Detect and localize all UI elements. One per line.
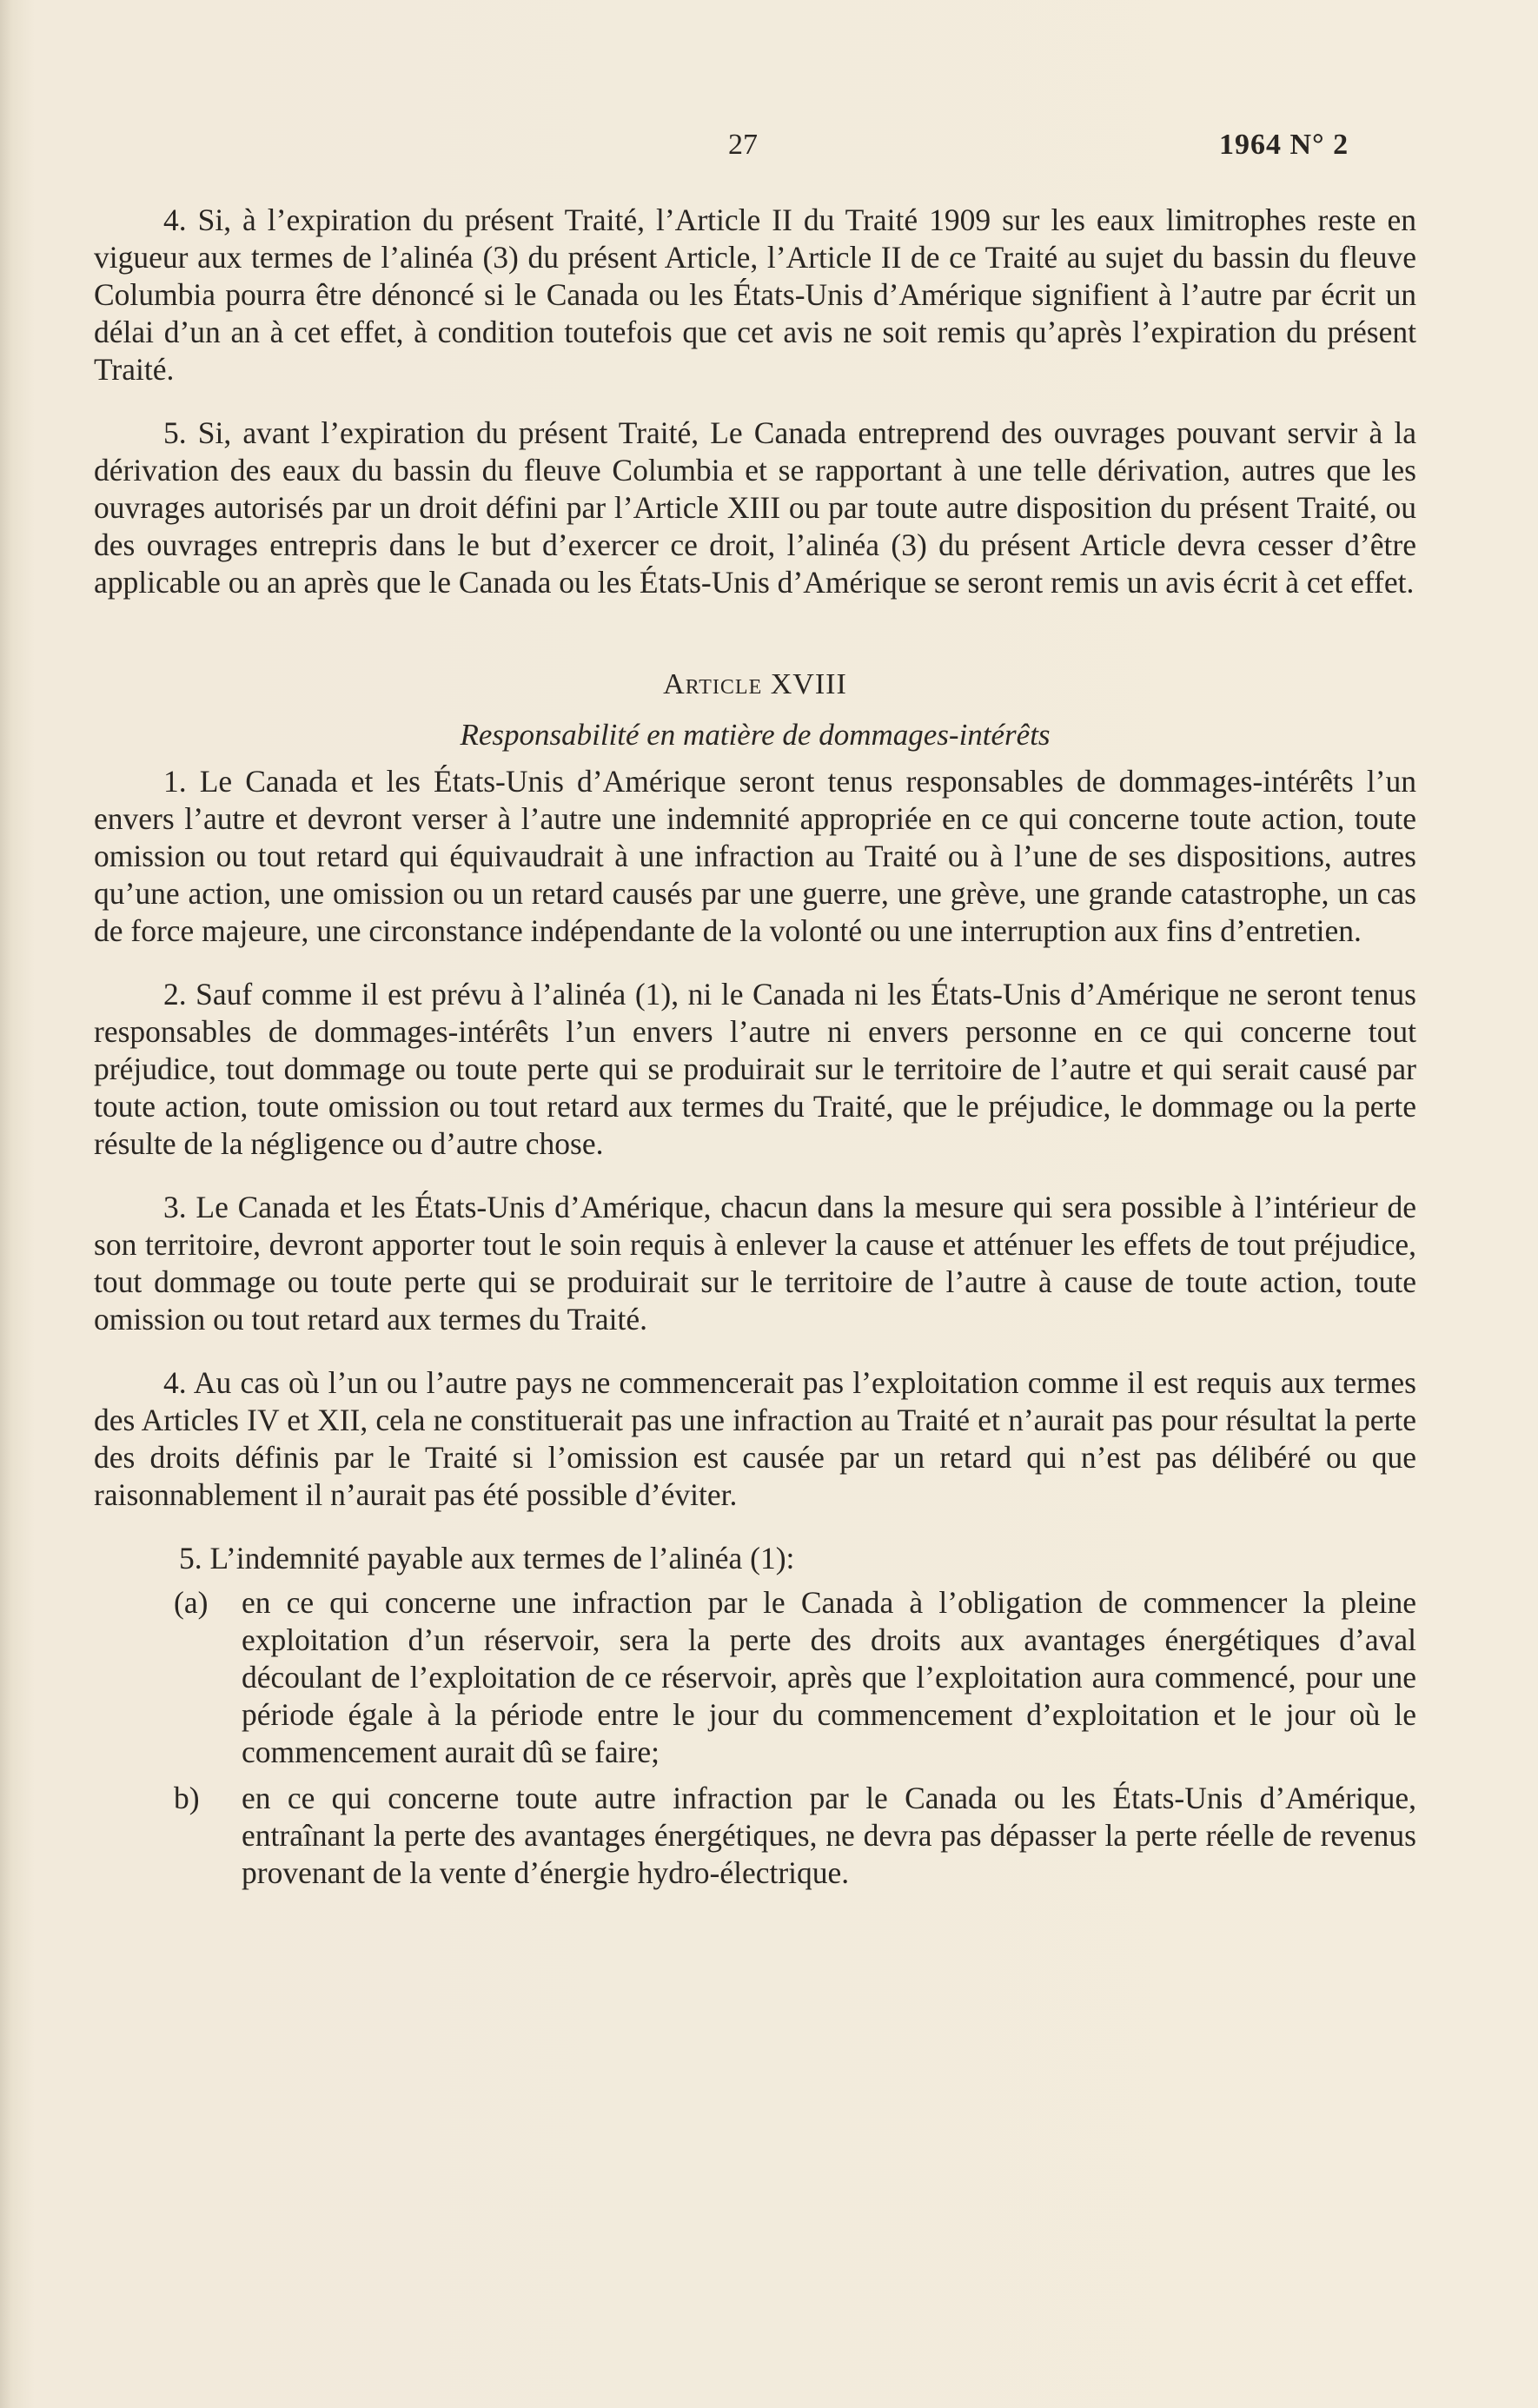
sub-item-b-mark: b)	[174, 1781, 200, 1815]
page-number: 27	[728, 129, 758, 161]
article-paragraph-4: 4. Au cas où l’un ou l’autre pays ne commencerait pas l’exploitation comme il est requis aux termes des Articles IV et XII, cela ne constituerait pas une infraction au Traité et n’aurait pas pour résultat la perte des droits définis par le Traité si l’omission est causée par un retard qui n’est pas délibéré ou que raisonnablement il n’aurait pas été possible d’éviter.	[94, 1365, 1416, 1512]
sub-item-a	[172, 1584, 1416, 1771]
sub-item-b-text: en ce qui concerne toute autre infraction par le Canada ou les États-Unis d’Amérique, entraînant la perte des avantages énergétiques, ne devra pas dépasser la perte réelle de revenus provenant de la vente d’énergie hydro-électrique.	[242, 1781, 1416, 1890]
article-heading-text: Article XVIII	[663, 668, 847, 700]
sub-item-a-mark: (a)	[174, 1585, 209, 1620]
article-title: Responsabilité en matière de dommages-intérêts	[460, 718, 1051, 752]
article-paragraph-3: 3. Le Canada et les États-Unis d’Amérique, chacun dans la mesure qui sera possible à l’intérieur de son territoire, devront apporter tout le soin requis à enlever la cause et atténuer les effets de tout préjudice, tout dommage ou toute perte qui se produirait sur le territoire de l’autre à cause de toute action, toute omission ou tout retard aux termes du Traité.	[94, 1190, 1416, 1337]
paragraph-5: 5. Si, avant l’expiration du présent Traité, Le Canada entreprend des ouvrages pouvant servir à la dérivation des eaux du bassin du fleuve Columbia et se rapportant à une telle dérivation, autres que les ouvrages autorisés par un droit défini par l’Article XIII ou par toute autre disposition du présent Traité, ou des ouvrages entrepris dans le but d’exercer ce droit, l’alinéa (3) du présent Article devra cesser d’être applicable ou an après que le Canada ou les États-Unis d’Amérique se seront remis un avis écrit à cet effet.	[94, 415, 1416, 600]
page-header	[0, 129, 1538, 172]
sub-item-a-text: en ce qui concerne une infraction par le Canada à l’obligation de commencer la pleine exploitation d’un réservoir, sera la perte des droits aux avantages énergétiques d’aval découlant de l’exploitation de ce réservoir, après que l’exploitation aura commencé, pour une période égale à la période entre le jour du commencement d’exploitation et le jour où le commencement aurait dû se faire;	[242, 1585, 1416, 1769]
paragraph-4: 4. Si, à l’expiration du présent Traité, l’Article II du Traité 1909 sur les eaux limitrophes reste en vigueur aux termes de l’alinéa (3) du présent Article, l’Article II de ce Traité au sujet du bassin du fleuve Columbia pourra être dénoncé si le Canada ou les États-Unis d’Amérique signifient à l’autre par écrit un délai d’un an à cet effet, à condition toutefois que cet avis ne soit remis qu’après l’expiration du présent Traité.	[94, 202, 1416, 387]
article-heading	[94, 666, 1416, 704]
page-body	[94, 202, 1416, 1901]
article-paragraph-1: 1. Le Canada et les États-Unis d’Amérique seront tenus responsables de dommages-intérêts l’un envers l’autre et devront verser à l’autre une indemnité appropriée en ce qui concerne toute action, toute omission ou tout retard qui équivaudrait à une infraction au Traité ou à l’une de ses dispositions, autres qu’une action, une omission ou un retard causés par une guerre, une grève, une grande catastrophe, un cas de force majeure, une circonstance indépendante de la volonté ou une interruption aux fins d’entretien.	[94, 764, 1416, 948]
sub-item-b	[172, 1780, 1416, 1892]
article-paragraph-5-lead: 5. L’indemnité payable aux termes de l’alinéa (1):	[179, 1541, 795, 1575]
article-paragraph-2: 2. Sauf comme il est prévu à l’alinéa (1), ni le Canada ni les États-Unis d’Amérique ne seront tenus responsables de dommages-intérêts l’un envers l’autre ni envers personne en ce qui concerne tout préjudice, tout dommage ou toute perte qui se produirait sur le territoire de l’autre et qui serait causé par toute action, toute omission ou tout retard aux termes du Traité, que le préjudice, le dommage ou la perte résulte de la négligence ou d’autre chose.	[94, 977, 1416, 1161]
year-and-number: 1964 N° 2	[1219, 129, 1349, 161]
